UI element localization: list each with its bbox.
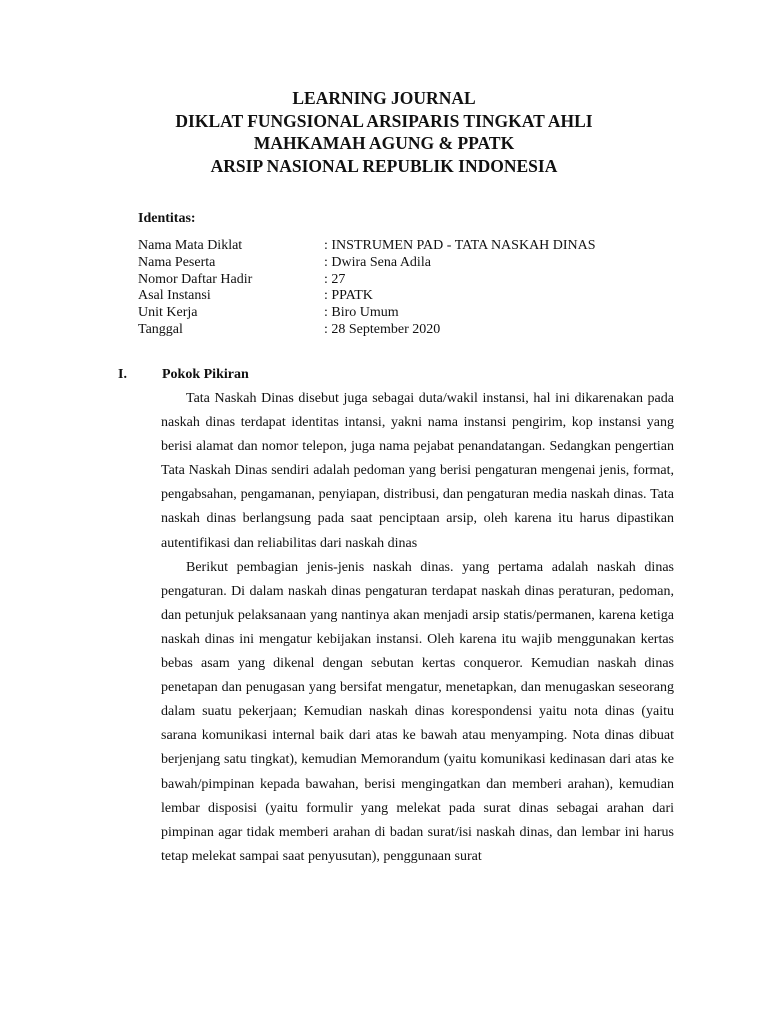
identitas-label: Asal Instansi bbox=[138, 288, 211, 304]
identitas-value: : Dwira Sena Adila bbox=[324, 254, 431, 270]
title-line-2: DIKLAT FUNGSIONAL ARSIPARIS TINGKAT AHLI bbox=[175, 110, 593, 131]
identitas-row bbox=[138, 288, 596, 305]
identitas-row bbox=[138, 272, 596, 289]
identitas-value: : Biro Umum bbox=[324, 305, 399, 321]
title-line-1: LEARNING JOURNAL bbox=[292, 88, 476, 108]
identitas-row bbox=[138, 238, 596, 255]
identitas-row bbox=[138, 305, 596, 322]
identitas-label: Nomor Daftar Hadir bbox=[138, 271, 253, 287]
section-title: Pokok Pikiran bbox=[162, 367, 249, 382]
title-line-3: MAHKAMAH AGUNG & PPATK bbox=[253, 133, 515, 153]
section-number: I. bbox=[118, 367, 127, 382]
paragraph: Tata Naskah Dinas disebut juga sebagai duta/wakil instansi, hal ini dikarenakan pada naskah dinas terdapat identitas intansi, yakni nama instansi pengirim, kop instansi yang berisi alamat dan nomor telepon, juga nama pejabat penandatangan. Sedangkan pengertian Tata Naskah Dinas sendiri adalah pedoman yang berisi pengaturan mengenai jenis, format, pengabsahan, pengamanan, penyiapan, distribusi, dan pengaturan media naskah dinas. Tata naskah dinas berlangsung pada saat penciptaan arsip, oleh karena itu harus dipastikan autentifikasi dan reliabilitas dari naskah dinas bbox=[161, 391, 674, 551]
document-title bbox=[0, 87, 768, 177]
paragraph: Berikut pembagian jenis-jenis naskah dinas. yang pertama adalah naskah dinas pengaturan. Di dalam naskah dinas pengaturan terdapat naskah dinas peraturan, pedoman, dan petunjuk pelaksanaan yang nantinya akan menjadi arsip statis/permanen, karena ketiga naskah dinas ini mengatur kebijakan instansi. Oleh karena itu wajib menggunakan kertas bebas asam yang dikenal dengan sebutan kertas conqueror. Kemudian naskah dinas penetapan dan penugasan yang bersifat mengatur, menetapkan, dan menugaskan seseorang dalam suatu pekerjaan; Kemudian naskah dinas korespondensi yaitu nota dinas (yaitu sarana komunikasi internal baik dari atas ke bawah atau menyamping. Nota dinas dibuat berjenjang satu tingkat), kemudian Memorandum (yaitu komunikasi kedinasan dari atas ke bawah/pimpinan kepada bawahan, berisi mengingatkan dan memberi arahan), kemudian lembar disposisi (yaitu formulir yang melekat pada surat dinas sebagai arahan dari pimpinan agar tidak memberi arahan di badan surat/isi naskah dinas, dan lembar ini harus tetap melekat sampai saat penyusutan), penggunaan surat bbox=[161, 559, 674, 864]
identitas-value: : 28 September 2020 bbox=[324, 321, 441, 337]
identitas-label: Unit Kerja bbox=[138, 305, 198, 321]
identitas-row bbox=[138, 255, 596, 272]
identitas-row bbox=[138, 322, 596, 339]
identitas-label: Nama Peserta bbox=[138, 254, 216, 270]
section-body bbox=[161, 387, 674, 869]
identitas-value: : INSTRUMEN PAD - TATA NASKAH DINAS bbox=[324, 238, 596, 253]
identitas-value: : 27 bbox=[324, 271, 346, 287]
identitas-value: : PPATK bbox=[324, 288, 373, 304]
identitas-label: Tanggal bbox=[138, 321, 183, 337]
identitas-table bbox=[138, 238, 596, 339]
section-heading bbox=[118, 367, 249, 383]
title-line-4: ARSIP NASIONAL REPUBLIK INDONESIA bbox=[210, 155, 558, 176]
identitas-heading: Identitas: bbox=[138, 211, 196, 226]
identitas-label: Nama Mata Diklat bbox=[138, 238, 243, 253]
